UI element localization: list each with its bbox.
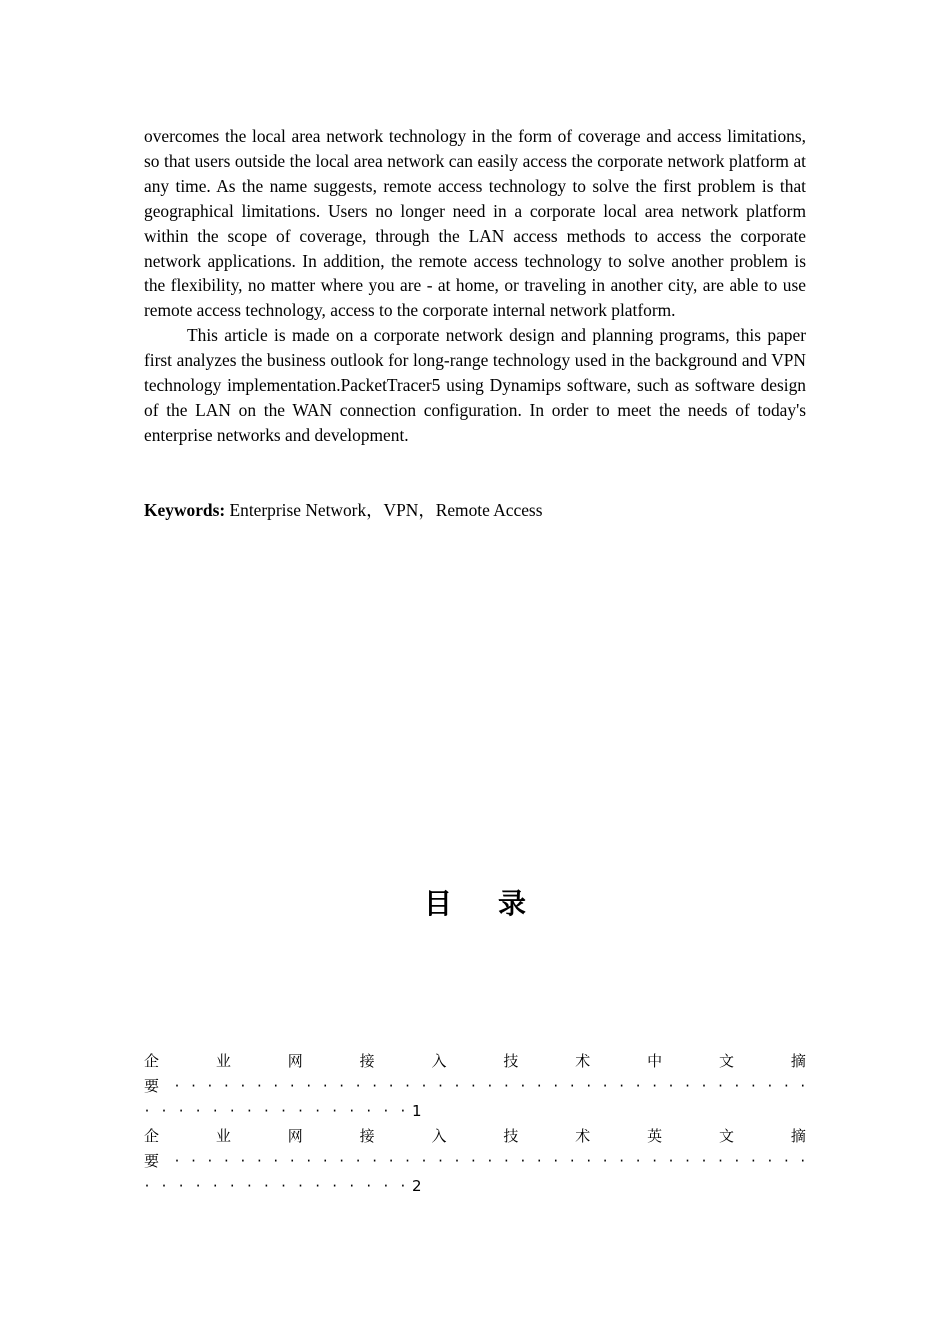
toc-char: 术 [575, 1052, 591, 1070]
toc-char: 技 [503, 1052, 519, 1070]
leader-dot: · [332, 1177, 338, 1195]
leader-dot: · [405, 1077, 410, 1095]
leader-dot: · [751, 1077, 756, 1095]
abstract-paragraph-1: overcomes the local area network technology in the form of coverage and access limitations, so that users outside the local area network can easily access the corporate network platform at any time. As the name suggests, remote access technology to solve the first problem is that geographical limitations. Users no longer need in a corporate local area network platform within the scope of coverage, through the LAN access methods to access the corporate network applications. In addition, the remote access technology to solve another problem is the flexibility, no matter where you are - at home, or traveling in another city, are able to use remote access technology, access to the corporate internal network platform. [144, 126, 806, 321]
leader-dot: · [207, 1152, 213, 1170]
leader-dot: · [315, 1177, 321, 1195]
leader-dot: · [240, 1077, 246, 1095]
leader-dot: · [400, 1102, 406, 1120]
leader-dot: · [586, 1152, 592, 1170]
toc-entry-leader-line [144, 1149, 806, 1174]
toc-entry-english-abstract[interactable] [144, 1124, 806, 1199]
leader-dot: · [405, 1152, 410, 1170]
toc-char: 接 [359, 1127, 375, 1145]
toc-title-char-1: 目 [423, 887, 452, 920]
leader-dot: · [240, 1152, 246, 1170]
leader-dot: · [273, 1077, 279, 1095]
keywords-line [144, 498, 806, 523]
leader-dot: · [383, 1177, 389, 1195]
leader-dot: · [191, 1077, 196, 1095]
leader-dot: · [668, 1152, 674, 1170]
leader-dot: · [503, 1077, 509, 1095]
leader-dot: · [783, 1152, 789, 1170]
leader-dot: · [306, 1077, 312, 1095]
leader-dot: · [174, 1152, 180, 1170]
leader-dot: · [734, 1077, 740, 1095]
leader-dot: · [520, 1077, 526, 1095]
leader-dot: · [635, 1152, 641, 1170]
toc-char: 文 [719, 1127, 735, 1145]
toc-char: 术 [575, 1127, 591, 1145]
toc-title [0, 884, 950, 924]
leader-dot: · [224, 1077, 229, 1095]
table-of-contents [144, 1049, 806, 1199]
leader-dot: · [322, 1077, 328, 1095]
leader-dot: · [207, 1077, 213, 1095]
toc-char: 企 [144, 1052, 160, 1070]
leader-dot: · [454, 1077, 460, 1095]
leader-dot: · [783, 1077, 789, 1095]
leader-dot: · [298, 1177, 303, 1195]
toc-entry-leader-line [144, 1074, 806, 1099]
keywords-label: Keywords: [144, 500, 226, 520]
toc-dot-leader [174, 1074, 806, 1099]
leader-dot: · [619, 1077, 625, 1095]
leader-dot: · [652, 1077, 657, 1095]
leader-dot: · [400, 1177, 406, 1195]
leader-dot: · [178, 1102, 184, 1120]
leader-dot: · [503, 1152, 509, 1170]
leader-dot: · [229, 1177, 235, 1195]
toc-entry-page-line [144, 1099, 806, 1124]
leader-dot: · [161, 1102, 167, 1120]
toc-char: 企 [144, 1127, 160, 1145]
toc-char: 入 [431, 1127, 447, 1145]
toc-entry-chinese-abstract[interactable] [144, 1049, 806, 1124]
leader-dot: · [229, 1102, 235, 1120]
toc-char: 业 [215, 1127, 231, 1145]
leader-dot: · [306, 1152, 312, 1170]
leader-dot: · [195, 1102, 201, 1120]
leader-dot: · [349, 1102, 355, 1120]
leader-dot: · [212, 1177, 218, 1195]
toc-dot-leader [174, 1149, 806, 1174]
leader-dot: · [315, 1102, 321, 1120]
leader-dot: · [602, 1077, 608, 1095]
toc-page-number: 2 [412, 1177, 422, 1195]
leader-dot: · [553, 1077, 559, 1095]
leader-dot: · [602, 1152, 608, 1170]
leader-dot: · [178, 1177, 184, 1195]
leader-dot: · [487, 1152, 493, 1170]
leader-dot: · [471, 1077, 476, 1095]
toc-char: 入 [431, 1052, 447, 1070]
leader-dot: · [668, 1077, 674, 1095]
leader-dot: · [471, 1152, 476, 1170]
leader-dot: · [212, 1102, 218, 1120]
keywords-value: Enterprise Network，VPN，Remote Access [225, 500, 543, 520]
leader-dot: · [289, 1152, 295, 1170]
toc-dot-leader [144, 1174, 406, 1199]
leader-dot: · [322, 1152, 328, 1170]
leader-dot: · [332, 1102, 338, 1120]
leader-dot: · [372, 1152, 378, 1170]
leader-dot: · [144, 1177, 150, 1195]
leader-dot: · [454, 1152, 460, 1170]
leader-dot: · [246, 1177, 252, 1195]
abstract-paragraph-2: This article is made on a corporate network design and planning programs, this paper first analyzes the business outlook for long-range technology used in the background and VPN technology implementation.PacketTracer5 using Dynamips software, such as software design of the LAN on the WAN connection configuration. In order to meet the needs of today's enterprise networks and development. [144, 325, 806, 445]
leader-dot: · [349, 1177, 355, 1195]
leader-dot: · [619, 1152, 625, 1170]
leader-dot: · [438, 1077, 443, 1095]
leader-dot: · [264, 1177, 269, 1195]
toc-char: 业 [215, 1052, 231, 1070]
leader-dot: · [569, 1152, 575, 1170]
toc-entry-page-line [144, 1174, 806, 1199]
leader-dot: · [256, 1152, 262, 1170]
leader-dot: · [701, 1152, 707, 1170]
leader-dot: · [366, 1102, 372, 1120]
toc-title-char-2: 录 [498, 887, 527, 920]
leader-dot: · [281, 1102, 286, 1120]
leader-dot: · [586, 1077, 592, 1095]
leader-dot: · [256, 1077, 262, 1095]
leader-dot: · [635, 1077, 641, 1095]
leader-dot: · [734, 1152, 740, 1170]
leader-dot: · [767, 1077, 773, 1095]
leader-dot: · [388, 1077, 394, 1095]
leader-dot: · [144, 1102, 150, 1120]
leader-dot: · [685, 1077, 690, 1095]
toc-char: 摘 [790, 1127, 806, 1145]
toc-char: 中 [647, 1052, 663, 1070]
leader-dot: · [767, 1152, 773, 1170]
english-abstract [144, 124, 806, 448]
leader-dot: · [536, 1152, 542, 1170]
leader-dot: · [536, 1077, 542, 1095]
leader-dot: · [355, 1077, 361, 1095]
leader-dot: · [372, 1077, 378, 1095]
toc-entry-title-line [144, 1124, 806, 1149]
leader-dot: · [438, 1152, 443, 1170]
leader-dot: · [800, 1077, 806, 1095]
leader-dot: · [569, 1077, 575, 1095]
toc-char: 文 [719, 1052, 735, 1070]
leader-dot: · [273, 1152, 279, 1170]
toc-char: 英 [647, 1127, 663, 1145]
toc-char: 技 [503, 1127, 519, 1145]
leader-dot: · [355, 1152, 361, 1170]
leader-dot: · [685, 1152, 690, 1170]
leader-dot: · [191, 1152, 196, 1170]
leader-dot: · [339, 1152, 345, 1170]
leader-dot: · [388, 1152, 394, 1170]
leader-dot: · [800, 1152, 806, 1170]
leader-dot: · [281, 1177, 286, 1195]
toc-char: 要 [144, 1152, 160, 1170]
leader-dot: · [383, 1102, 389, 1120]
leader-dot: · [366, 1177, 372, 1195]
leader-dot: · [224, 1152, 229, 1170]
toc-char: 摘 [790, 1052, 806, 1070]
toc-char: 网 [287, 1052, 303, 1070]
toc-char: 接 [359, 1052, 375, 1070]
leader-dot: · [289, 1077, 295, 1095]
toc-entry-title-line [144, 1049, 806, 1074]
leader-dot: · [421, 1077, 427, 1095]
leader-dot: · [751, 1152, 756, 1170]
toc-char: 要 [144, 1077, 160, 1095]
leader-dot: · [161, 1177, 167, 1195]
leader-dot: · [298, 1102, 303, 1120]
leader-dot: · [246, 1102, 252, 1120]
toc-char: 网 [287, 1127, 303, 1145]
leader-dot: · [487, 1077, 493, 1095]
leader-dot: · [264, 1102, 269, 1120]
toc-dot-leader [144, 1099, 406, 1124]
leader-dot: · [174, 1077, 180, 1095]
leader-dot: · [520, 1152, 526, 1170]
leader-dot: · [718, 1077, 723, 1095]
leader-dot: · [652, 1152, 657, 1170]
leader-dot: · [339, 1077, 345, 1095]
leader-dot: · [701, 1077, 707, 1095]
leader-dot: · [553, 1152, 559, 1170]
toc-page-number: 1 [412, 1102, 422, 1120]
leader-dot: · [195, 1177, 201, 1195]
leader-dot: · [421, 1152, 427, 1170]
leader-dot: · [718, 1152, 723, 1170]
